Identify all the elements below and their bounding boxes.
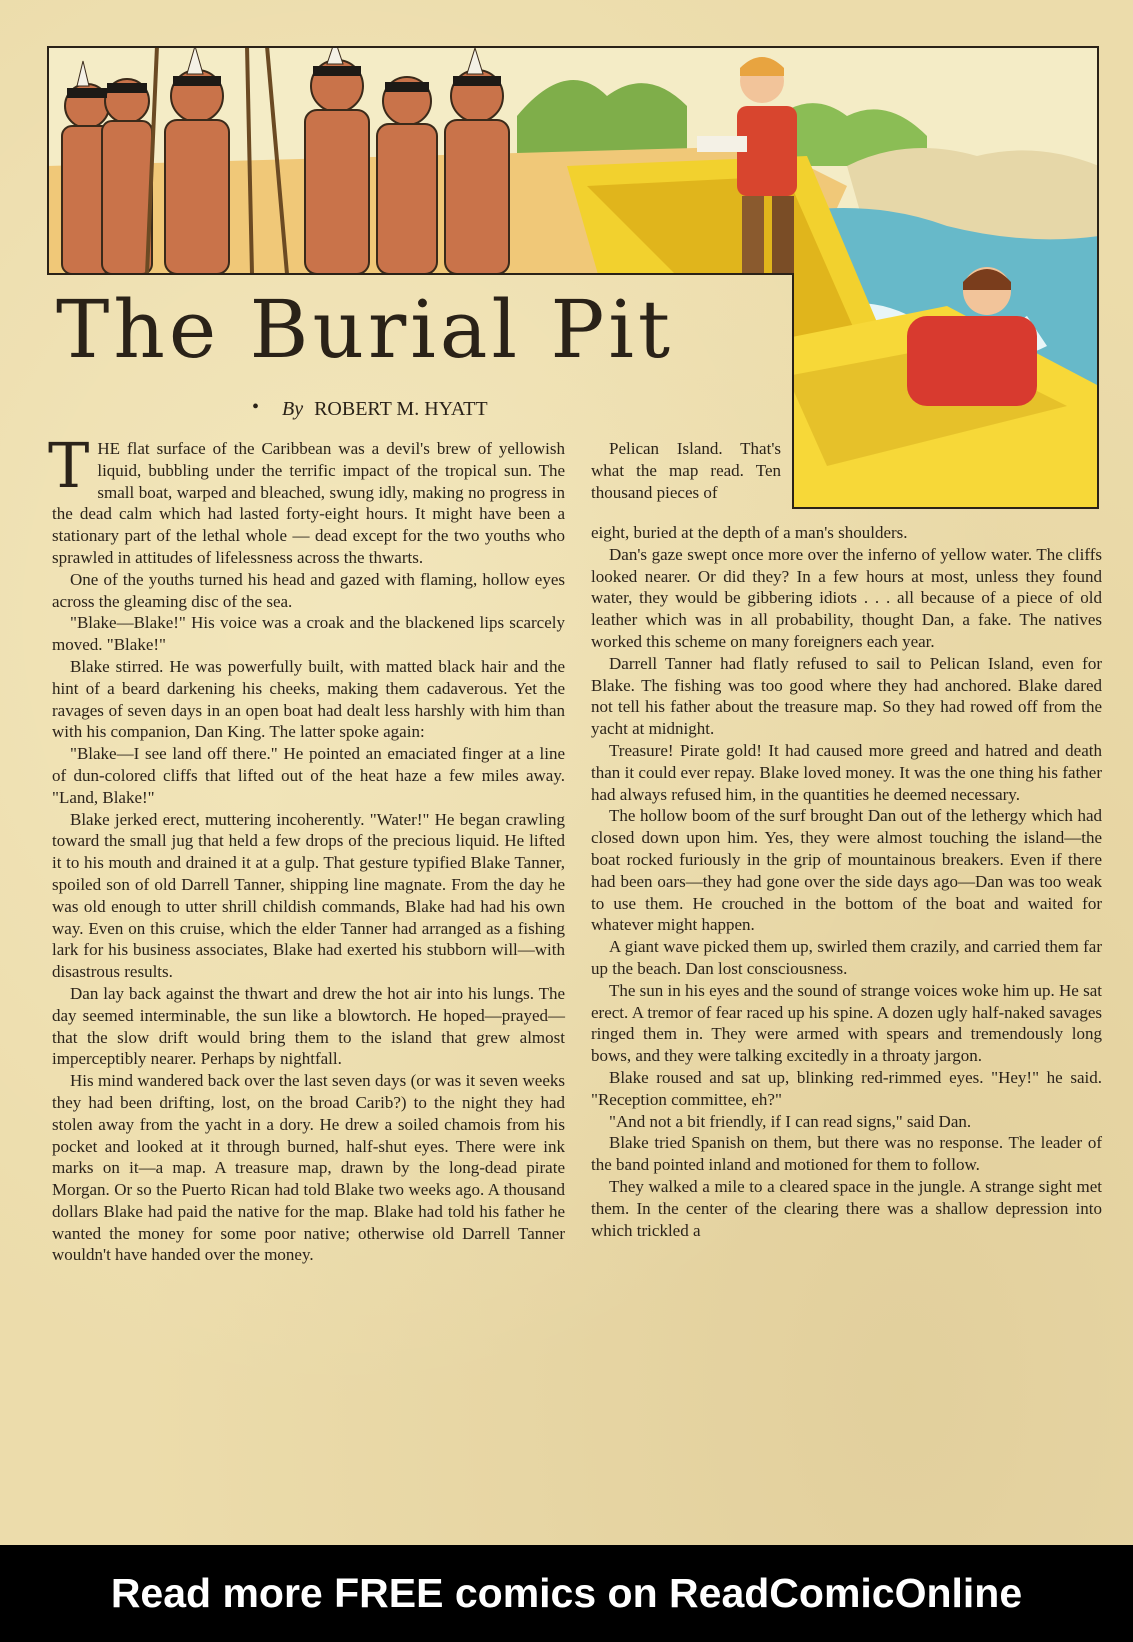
paragraph: One of the youths turned his head and gazed with flaming, hollow eyes across the gleaming disc of the sea. [52, 569, 565, 611]
paragraph: Dan's gaze swept once more over the inferno of yellow water. The cliffs looked nearer. Or did they? In a few hours at most, unless they found water, they would be gibbering idiots . . . all because of a piece of old leather which was in all probability, thought Dan, a fake. The natives worked this scheme on many foreigners each year. [591, 544, 1102, 651]
drop-cap: T [48, 429, 90, 502]
paragraph: "And not a bit friendly, if I can read signs," said Dan. [609, 1111, 972, 1131]
paragraph: They walked a mile to a cleared space in the jungle. A strange sight met them. In the center of the clearing there was a shallow depression into which trickled a [591, 1176, 1102, 1240]
paragraph: THE flat surface of the Caribbean was a devil's brew of yellowish liquid, bubbling under the terrific impact of the tropical sun. The small boat, warped and bleached, swung idly, making no progress in the dead calm which had lasted forty-eight hours. It might have been a stationary part of the lethal whole — dead except for the two youths who sprawled in attitudes of lifelessness across the thwarts. [48, 429, 565, 567]
promo-banner-text[interactable]: Read more FREE comics on ReadComicOnline [110, 1570, 1023, 1616]
paragraph: Blake roused and sat up, blinking red-rimmed eyes. "Hey!" he said. "Reception committee, eh?" [591, 1067, 1102, 1109]
text-column-right [591, 522, 1102, 1241]
paragraph: "Blake—Blake!" His voice was a croak and the blackened lips scarcely moved. "Blake!" [52, 613, 565, 655]
byline [252, 396, 488, 421]
bullet-glyph: • [252, 396, 260, 418]
paragraph: eight, buried at the depth of a man's shoulders. [591, 523, 908, 542]
paragraph: The hollow boom of the surf brought Dan out of the lethergy which had closed down upon him. Yes, they were almost touching the island—the boat rocked furiously in the grip of mountainous breakers. Even if there had been oars—they had gone over the side days ago—Dan was too weak to use them. He crouched in the bottom of the boat and waited for whatever might happen. [591, 806, 1102, 935]
paragraph: The sun in his eyes and the sound of strange voices woke him up. He sat erect. A tremor of fear raced up his spine. A dozen ugly half-naked savages ringed them in. They were armed with spears and tremendously long bows, and they were talking excitedly in a throaty jargon. [591, 980, 1102, 1066]
byline-by: By [282, 398, 304, 420]
text-column-right-top [591, 438, 781, 503]
paragraph: Blake stirred. He was powerfully built, with matted black hair and the hint of a beard darkening his cheeks, making them cadaverous. Yet the ravages of seven days in an open boat had dealt less harshly with him than with his companion, Dan King. The latter spoke again: [52, 656, 565, 742]
promo-banner[interactable] [0, 1545, 1133, 1642]
paragraph: Blake jerked erect, muttering incoherently. "Water!" He began crawling toward the small jug that held a few drops of the precious liquid. He lifted it to his mouth and drained it at a gulp. That gesture typified Blake Tanner, spoiled son of old Darrell Tanner, shipping line magnate. From the day he was old enough to utter shrill childish commands, Blake had had his own way. Even on this cruise, which the elder Tanner had arranged as a fishing lark for his business associates, Blake had exerted his stubborn will—with disastrous results. [52, 809, 565, 982]
paragraph: Treasure! Pirate gold! It had caused more greed and hatred and death than it could ever repay. Blake loved money. It was the one thing his father had always refused him, in the quantities he deemed necessary. [591, 740, 1102, 804]
paragraph: Blake tried Spanish on them, but there was no response. The leader of the band pointed inland and motioned for them to follow. [591, 1133, 1102, 1175]
text-column-left [48, 429, 565, 1266]
paragraph: His mind wandered back over the last seven days (or was it seven weeks they had been drifting, lost, on the broad Carib?) to the night they had stolen away from the yacht in a dory. He drew a soiled chamois from his pocket and looked at it through burned, half-shut eyes. There were ink marks on it—a map. A treasure map, drawn by the long-dead pirate Morgan. Or so the Puerto Rican had told Blake two weeks ago. A thousand dollars Blake had paid the native for the map. Blake had told his father he wanted the money for some poor native; otherwise old Darrell Tanner wouldn't have handed over the money. [52, 1071, 565, 1265]
story-title: The Burial Pit [56, 283, 675, 376]
paragraph: Dan lay back against the thwart and drew the hot air into his lungs. The day seemed interminable, the sun like a blowtorch. He hoped—prayed—that the slow drift would bring them to the island that grew almost imperceptibly nearer. Perhaps by nightfall. [52, 983, 565, 1069]
paragraph: Darrell Tanner had flatly refused to sail to Pelican Island, even for Blake. The fishing was too good where they had anchored. Blake dared not tell his father about the treasure map. So they had rowed off from the yacht at midnight. [591, 653, 1102, 739]
paragraph: Pelican Island. That's what the map read. Ten thousand pieces of [591, 439, 781, 502]
byline-author: ROBERT M. HYATT [314, 398, 488, 420]
paragraph: "Blake—I see land off there." He pointed an emaciated finger at a line of dun-colored cliffs that lifted out of the heat haze a few miles away. "Land, Blake!" [52, 744, 565, 807]
paragraph: A giant wave picked them up, swirled them crazily, and carried them far up the beach. Dan lost consciousness. [591, 937, 1102, 978]
